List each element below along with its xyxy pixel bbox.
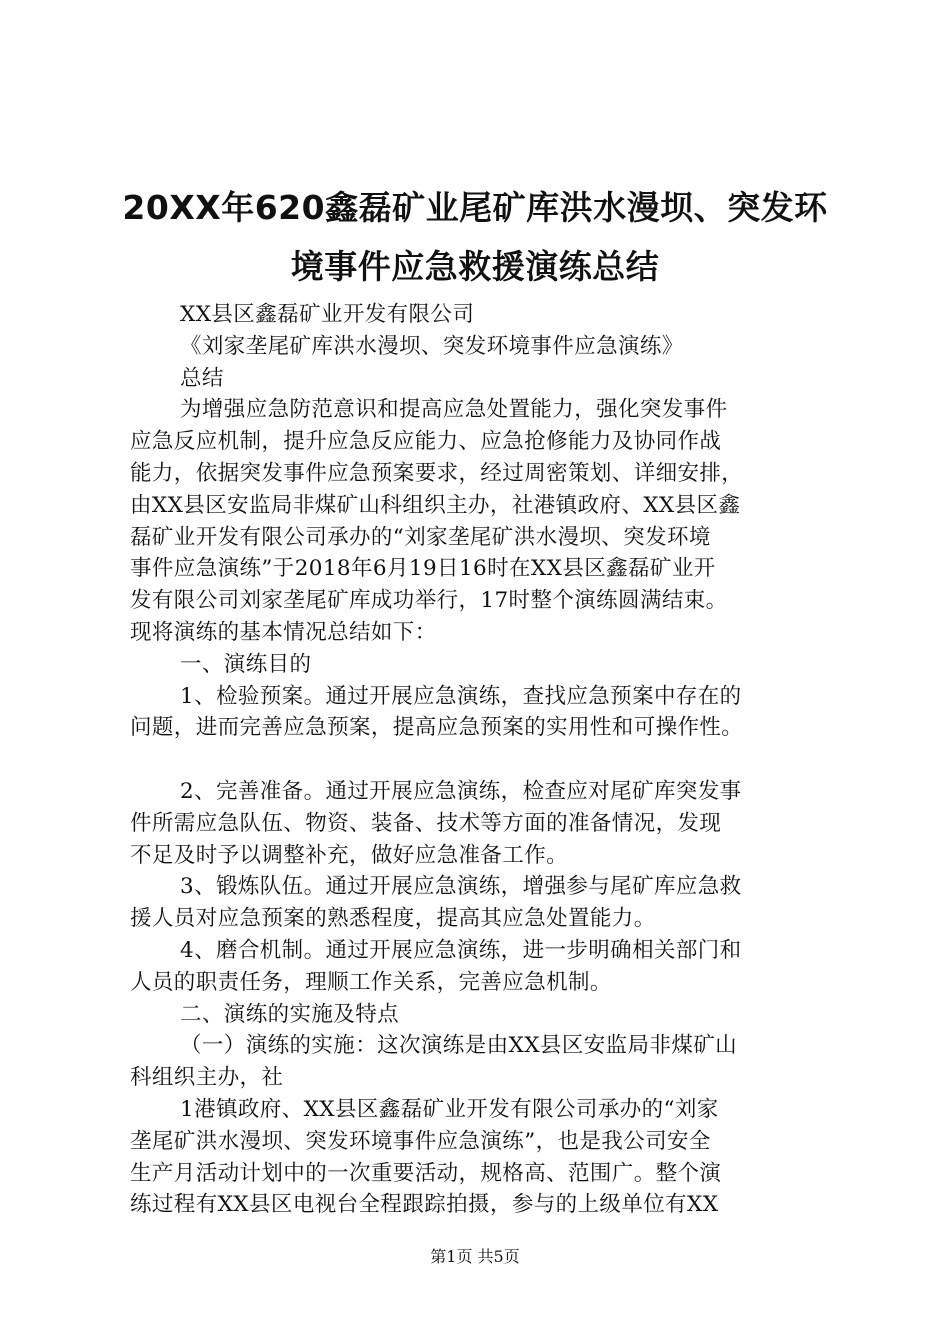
document-title-line-1: 20XX年620鑫磊矿业尾矿库洪水漫坝、突发环 [122,188,828,227]
body-line: 磊矿业开发有限公司承办的“刘家垄尾矿洪水漫坝、突发环境 [130,524,711,550]
body-line: 件所需应急队伍、物资、装备、技术等方面的准备情况，发现 [130,810,722,836]
body-line: 事件应急演练”于2018年6月19日16时在XX县区鑫磊矿业开 [130,556,716,582]
body-line: 总结 [180,365,224,391]
body-line: 问题，进而完善应急预案，提高应急预案的实用性和可操作性。 [130,715,744,741]
body-line: 4、磨合机制。通过开展应急演练，进一步明确相关部门和 [180,937,742,963]
body-line: 《刘家垄尾矿库洪水漫坝、突发环境事件应急演练》 [180,333,684,359]
document-body [130,299,830,1221]
body-line: 2、完善准备。通过开展应急演练，检查应对尾矿库突发事 [180,778,742,804]
body-line: 生产月活动计划中的一次重要活动，规格高、范围广。整个演 [130,1160,722,1186]
body-line: 援人员对应急预案的熟悉程度，提高其应急处置能力。 [130,906,656,932]
body-line: 由XX县区安监局非煤矿山科组织主办，社港镇政府、XX县区鑫 [130,492,741,518]
document-title-line-2: 境事件应急救援演练总结 [290,247,660,286]
section-heading: 二、演练的实施及特点 [180,1001,400,1027]
body-line: 练过程有XX县区电视台全程跟踪拍摄，参与的上级单位有XX [130,1192,719,1218]
body-line: 能力，依据突发事件应急预案要求，经过周密策划、详细安排， [130,460,744,486]
body-line: 1港镇政府、XX县区鑫磊矿业开发有限公司承办的“刘家 [180,1096,719,1122]
body-line: XX县区鑫磊矿业开发有限公司 [180,302,475,327]
body-line: 3、锻炼队伍。通过开展应急演练，增强参与尾矿库应急救 [180,874,742,900]
body-line: 不足及时予以调整补充，做好应急准备工作。 [130,842,569,868]
body-line: 应急反应机制，提升应急反应能力、应急抢修能力及协同作战 [130,429,722,455]
body-line: 发有限公司刘家垄尾矿库成功举行，17时整个演练圆满结束。 [130,588,728,614]
section-heading: 一、演练目的 [180,651,312,677]
body-line: 垄尾矿洪水漫坝、突发环境事件应急演练”，也是我公司安全 [130,1128,711,1154]
body-line: 为增强应急防范意识和提高应急处置能力，强化突发事件 [180,397,728,423]
body-line: （一）演练的实施：这次演练是由XX县区安监局非煤矿山 [180,1033,738,1059]
body-line: 科组织主办，社 [130,1065,284,1091]
body-line: 现将演练的基本情况总结如下： [130,619,437,645]
body-line: 人员的职责任务，理顺工作关系，完善应急机制。 [130,969,612,995]
paragraph-gap [130,744,830,776]
page-number-footer: 第1页 共5页 [430,1247,520,1266]
body-line: 1、检验预案。通过开展应急演练，查找应急预案中存在的 [180,683,742,709]
